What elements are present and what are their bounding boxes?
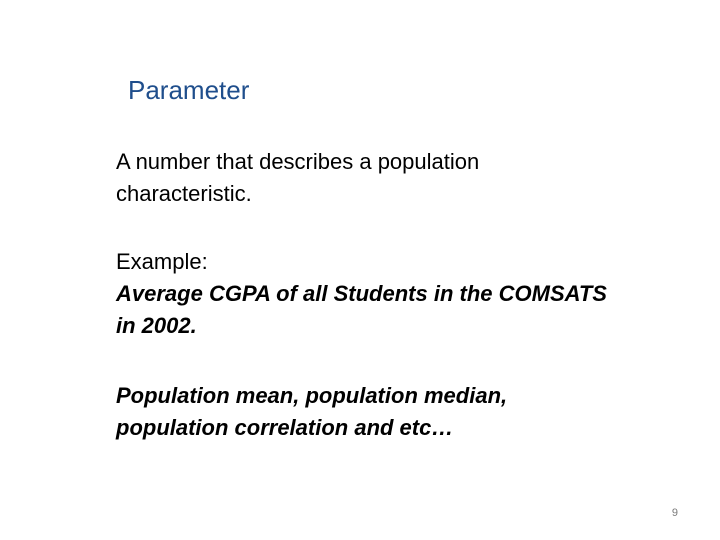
slide-title: Parameter	[128, 75, 250, 105]
examples-list-text: Population mean, population median, population correlation and etc…	[116, 383, 508, 440]
example-text: Average CGPA of all Students in the COMSATS in 2002.	[116, 281, 607, 338]
page-number: 9	[671, 507, 678, 519]
definition-text: A number that describes a population characteristic.	[116, 149, 480, 206]
example-label: Example:	[116, 249, 208, 274]
